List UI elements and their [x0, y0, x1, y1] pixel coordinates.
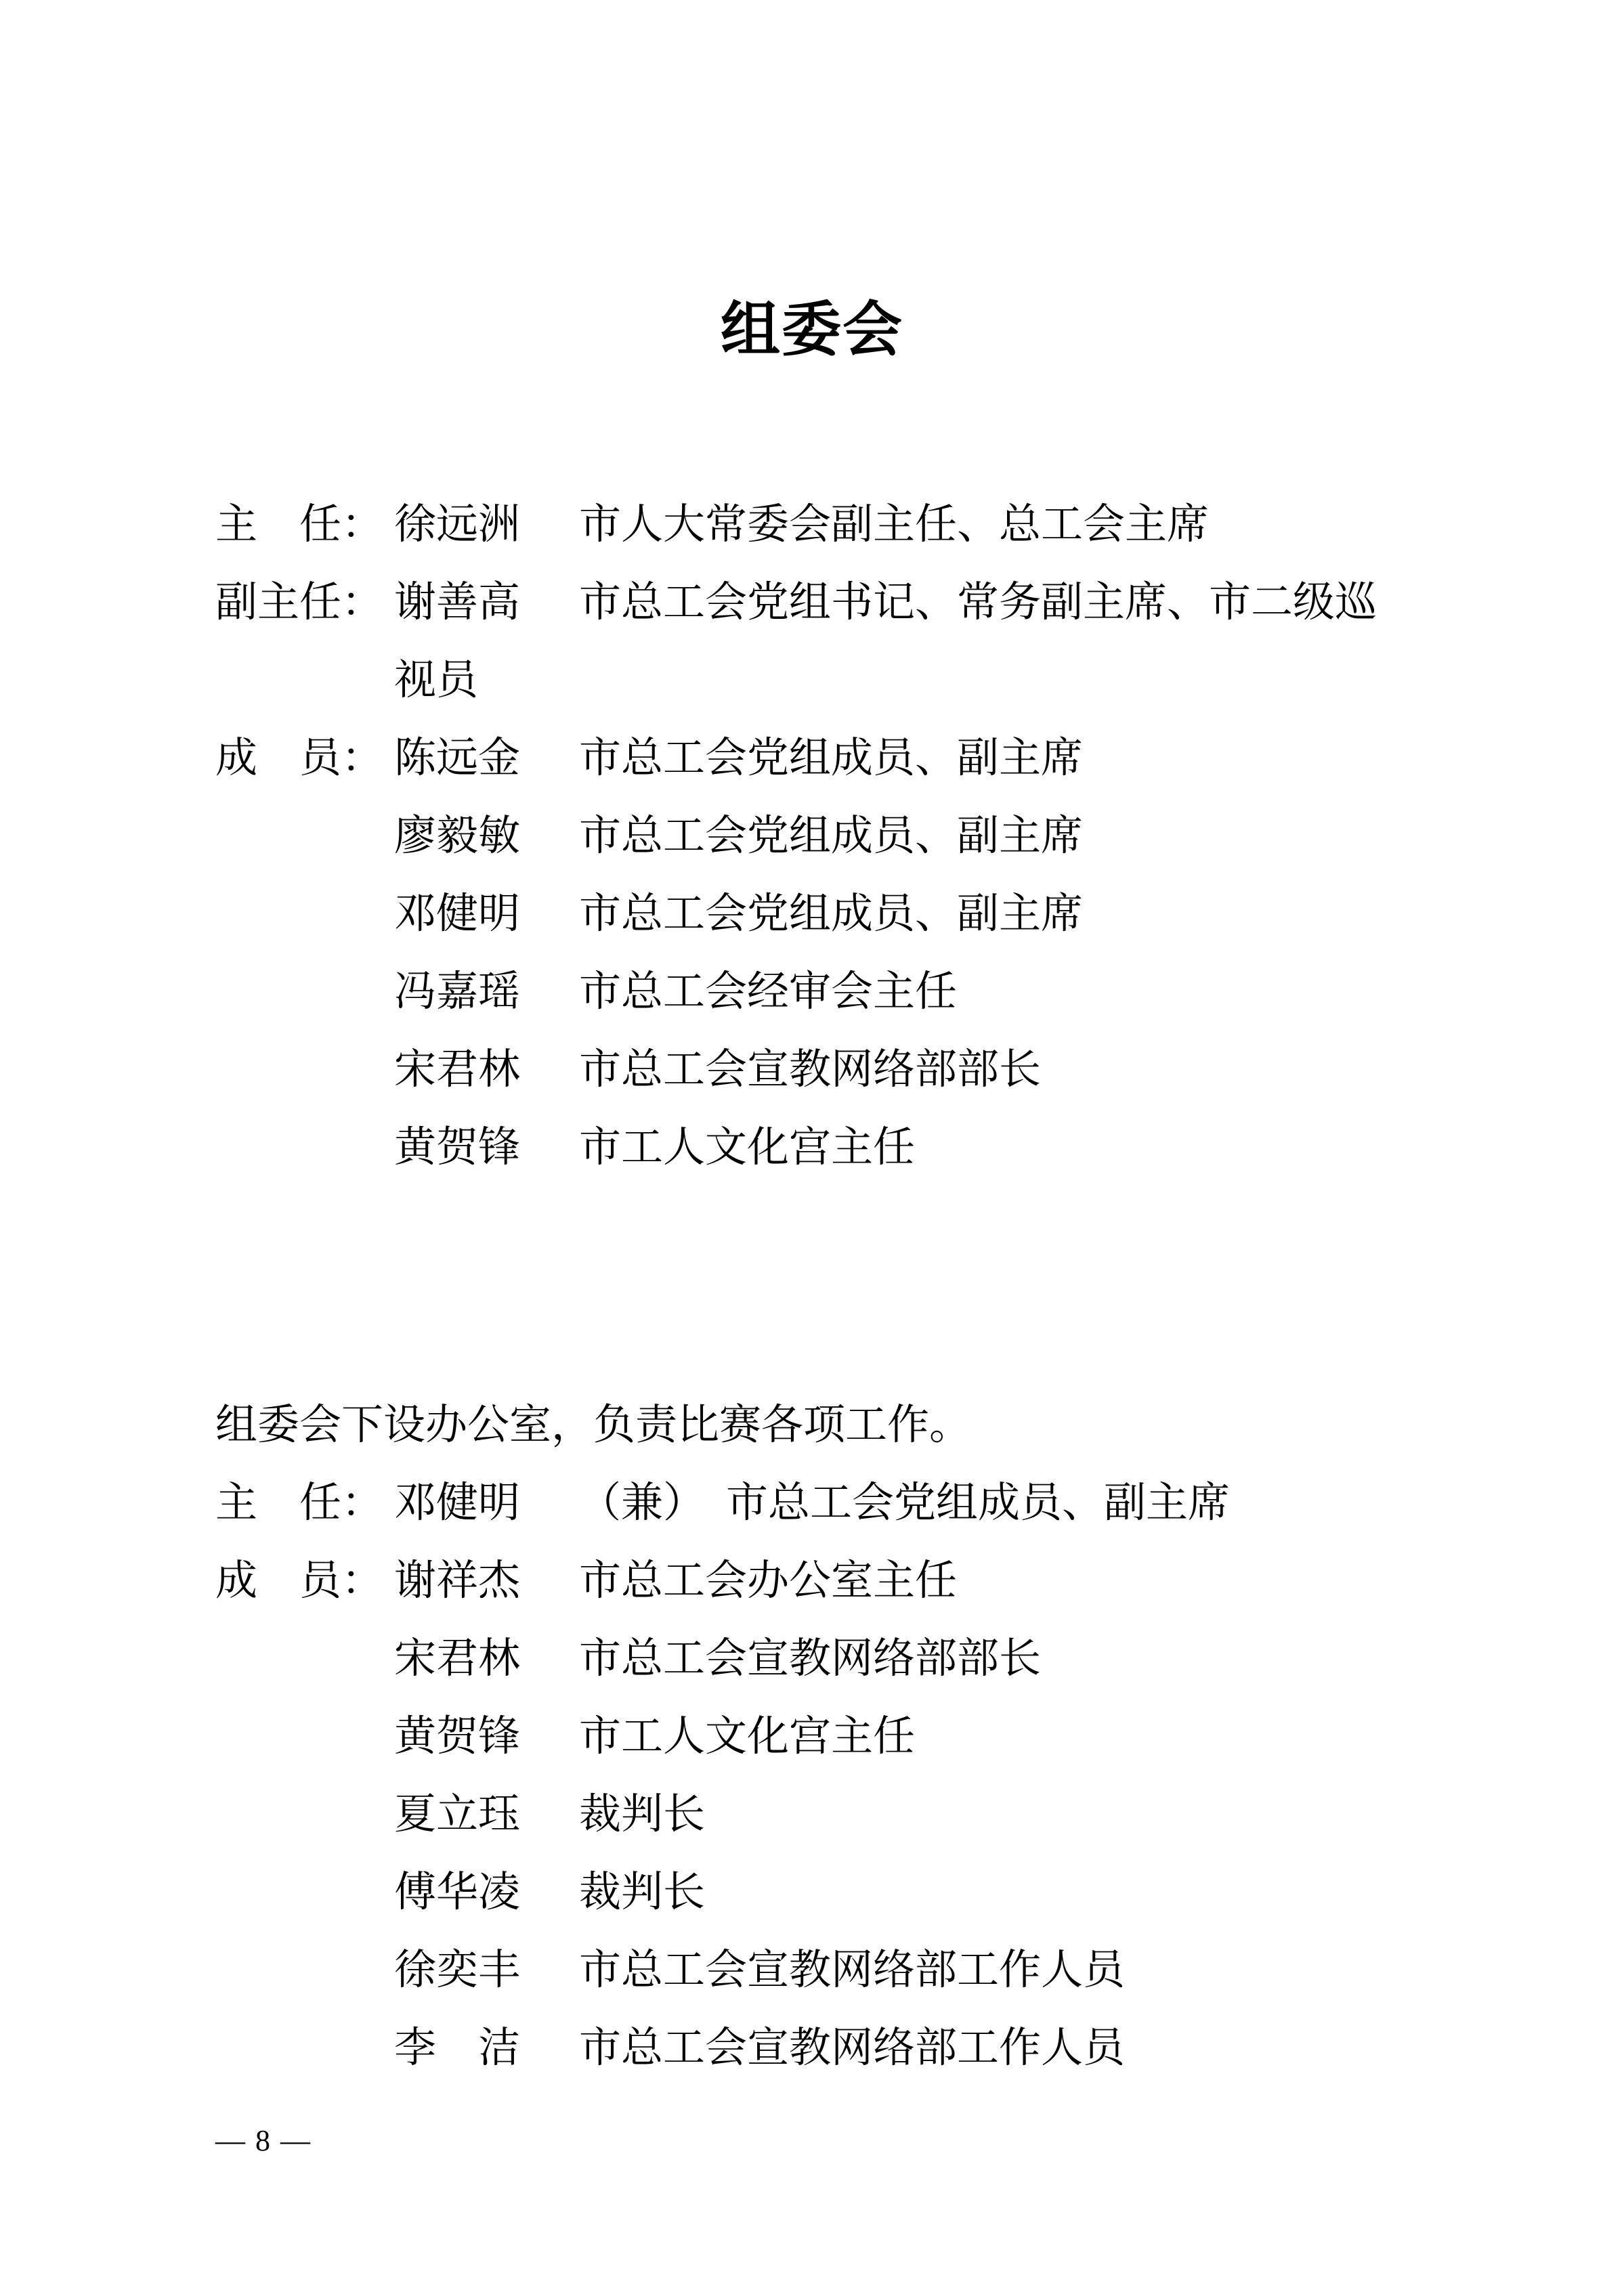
- roster-row: [215, 798, 1409, 875]
- person-role: 市工人文化宫主任: [579, 1125, 916, 1171]
- person-role: 市总工会党组成员、副主席: [579, 735, 1084, 781]
- person-name: 徐奕丰: [394, 1947, 521, 1993]
- row-label: [215, 875, 394, 953]
- person-name: 黄贺锋: [394, 1125, 521, 1171]
- person-role: 市总工会党组成员、副主席: [579, 813, 1084, 859]
- roster-row: [215, 1109, 1409, 1187]
- office-intro-text: 组委会下设办公室，负责比赛各项工作。: [215, 1402, 972, 1448]
- page-number: — 8 —: [215, 2124, 312, 2157]
- roster-row: [215, 1776, 1409, 1854]
- person-role: 市人大常委会副主任、总工会主席: [579, 502, 1210, 548]
- person-role: 市总工会党组书记、常务副主席、市二级巡: [579, 580, 1377, 626]
- roster-row: [215, 875, 1409, 953]
- person-role: 市总工会宣教网络部部长: [579, 1047, 1042, 1093]
- row-label: 成 员：: [215, 735, 384, 781]
- roster-row: [215, 564, 1409, 642]
- roster-row: [215, 1620, 1409, 1698]
- row-label: [215, 1698, 394, 1776]
- row-label: [215, 1109, 394, 1187]
- person-role: [579, 642, 1409, 720]
- person-name: 邓健明: [394, 891, 521, 937]
- person-name: 傅华凌: [394, 1869, 521, 1915]
- person-role: 裁判长: [579, 1792, 706, 1838]
- person-name: 李 洁: [394, 2025, 521, 2071]
- person-role: 市工人文化宫主任: [579, 1714, 916, 1760]
- row-label: [215, 1854, 394, 1932]
- roster-row: [215, 1031, 1409, 1109]
- person-role: 市总工会办公室主任: [579, 1558, 958, 1604]
- row-label: 成 员：: [215, 1558, 384, 1604]
- person-role: 市总工会宣教网络部工作人员: [579, 1947, 1126, 1993]
- row-label: [215, 953, 394, 1031]
- person-name: 谢善高: [394, 580, 521, 626]
- roster-row: [215, 953, 1409, 1031]
- row-label: [215, 1932, 394, 2010]
- person-role: 市总工会党组成员、副主席: [579, 891, 1084, 937]
- committee-roster: [215, 486, 1409, 1187]
- person-name: 宋君林: [394, 1636, 521, 1682]
- roster-row: [215, 1932, 1409, 2010]
- person-name: 冯嘉瑶: [394, 969, 521, 1015]
- person-name: 宋君林: [394, 1047, 521, 1093]
- section-gap: [215, 1187, 1409, 1261]
- roster-row: [215, 2010, 1409, 2087]
- row-label: [215, 642, 394, 720]
- roster-row: [215, 1465, 1409, 1542]
- person-name: 徐远洲: [394, 502, 521, 548]
- roster-row: [215, 1542, 1409, 1620]
- roster-row-continuation: [215, 642, 1409, 720]
- row-label: [215, 2010, 394, 2087]
- office-roster: [215, 1387, 1409, 2087]
- person-name: 谢祥杰: [394, 1558, 521, 1604]
- person-role: 裁判长: [579, 1869, 706, 1915]
- person-name: 邓健明: [394, 1480, 521, 1526]
- roster-row: [215, 720, 1409, 798]
- person-role: 市总工会宣教网络部工作人员: [579, 2025, 1126, 2071]
- row-label: 主 任：: [215, 1480, 384, 1526]
- person-name: 黄贺锋: [394, 1714, 521, 1760]
- row-label: [215, 1031, 394, 1109]
- roster-row: [215, 1854, 1409, 1932]
- row-label: 主 任：: [215, 502, 384, 548]
- role-wrap-text: 视员: [394, 657, 479, 703]
- person-role: 市总工会经审会主任: [579, 969, 958, 1015]
- person-role: 市总工会宣教网络部部长: [579, 1636, 1042, 1682]
- row-label: [215, 798, 394, 875]
- person-name: 廖毅敏: [394, 813, 521, 859]
- row-label: [215, 1776, 394, 1854]
- person-name: 陈远金: [394, 735, 521, 781]
- row-label: 副主任：: [215, 580, 384, 626]
- page-title: 组委会: [720, 298, 903, 364]
- row-label: [215, 1620, 394, 1698]
- office-intro-row: [215, 1387, 1409, 1465]
- roster-row: [215, 1698, 1409, 1776]
- roster-row: [215, 486, 1409, 564]
- person-role: （兼） 市总工会党组成员、副主席: [579, 1480, 1231, 1526]
- person-name: 夏立珏: [394, 1792, 521, 1838]
